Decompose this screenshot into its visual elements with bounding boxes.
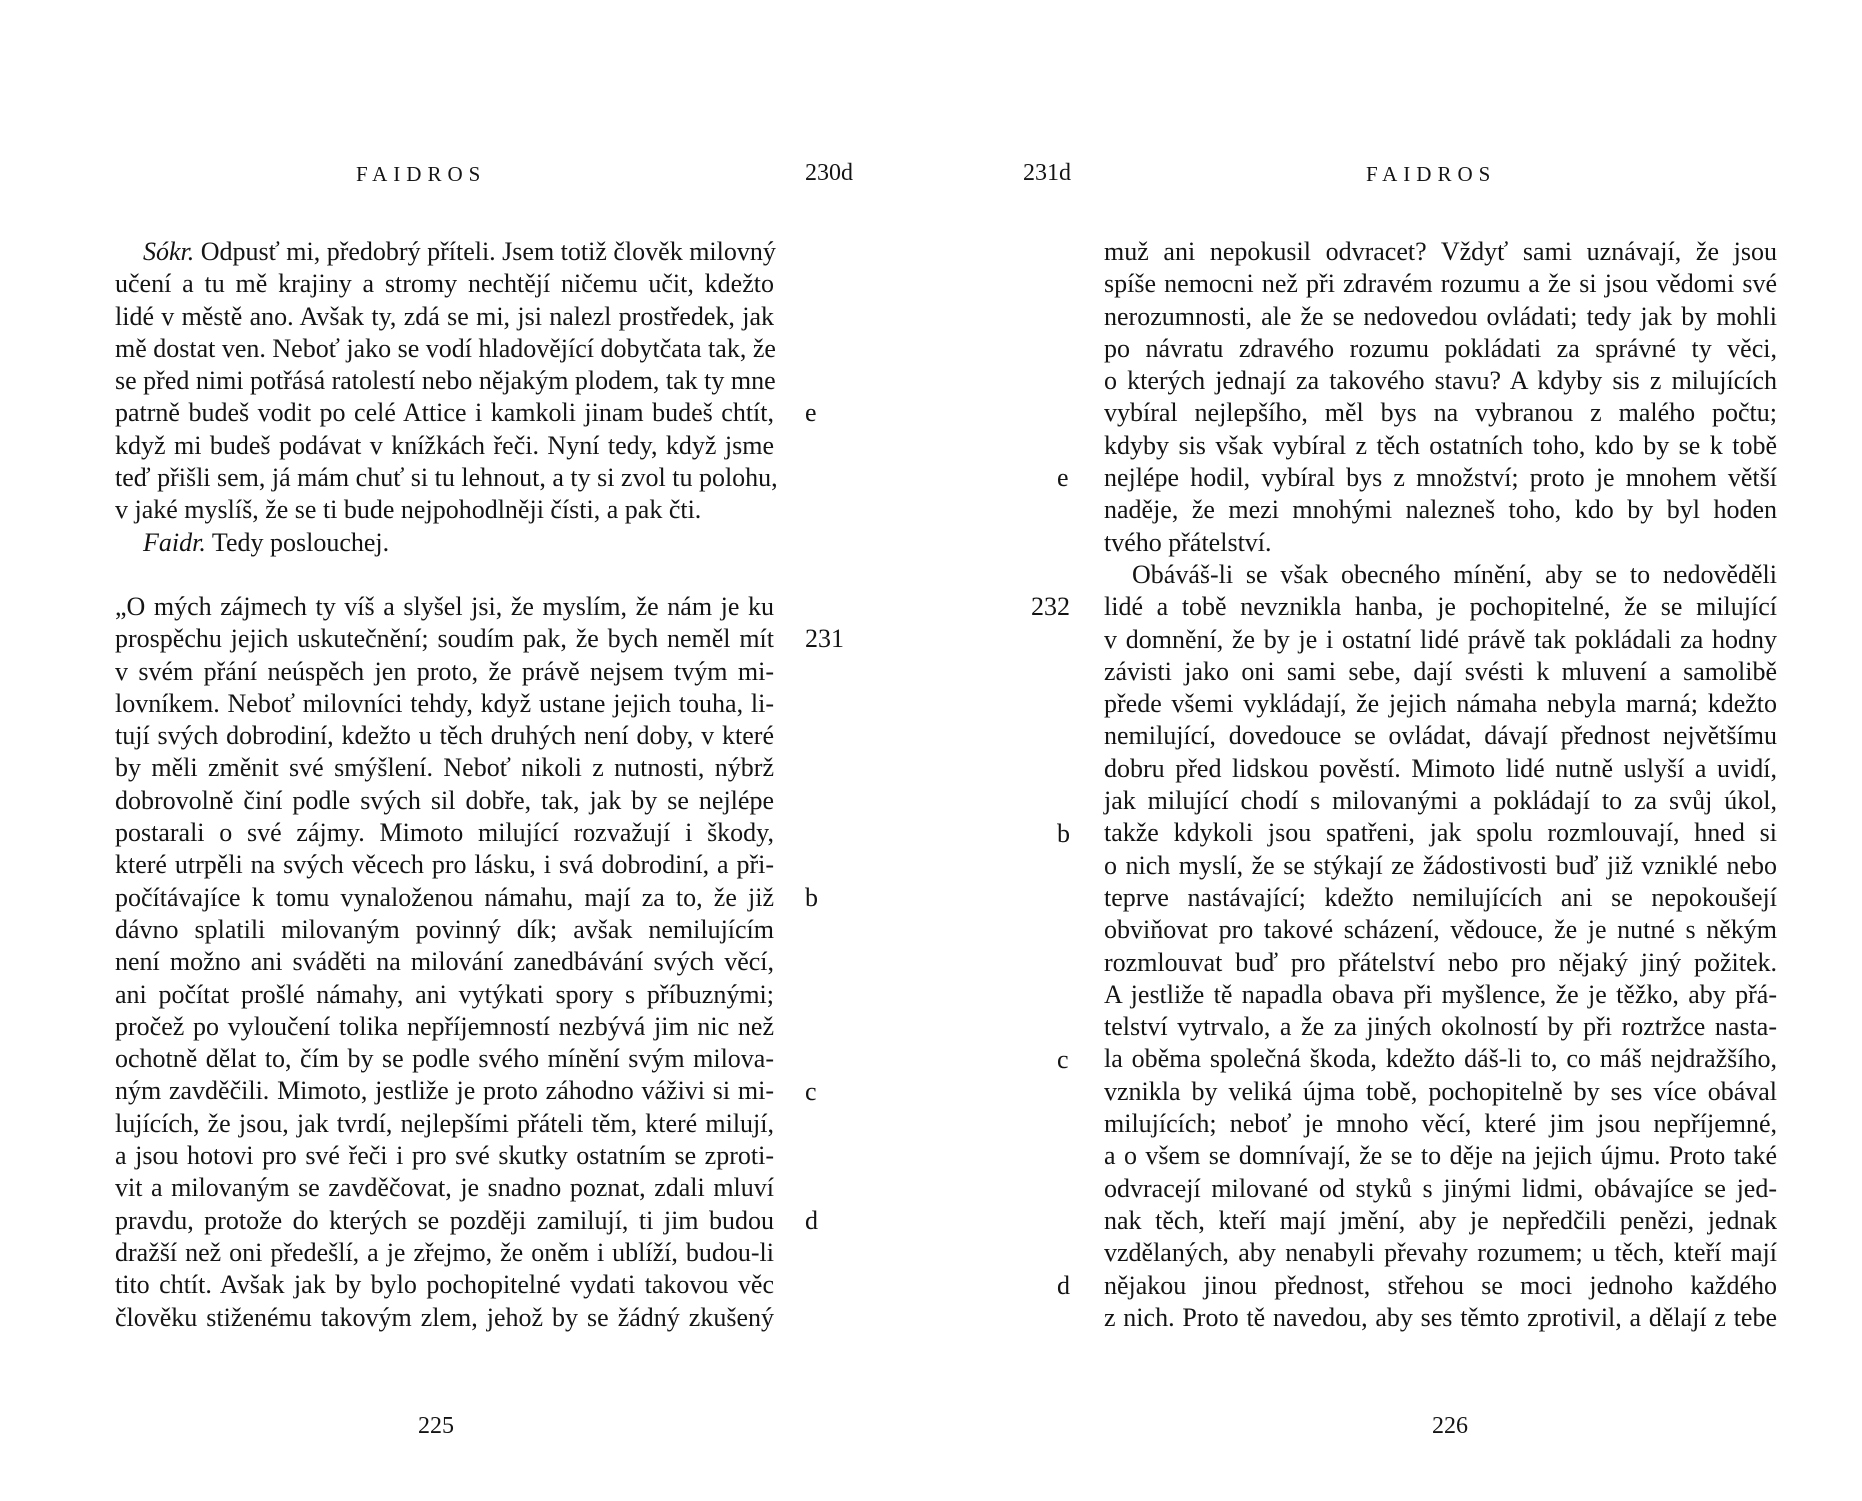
text-line: dobru před lidskou pověstí. Mimoto lidé nutně uslyší a uvidí, <box>1104 753 1777 783</box>
left-running-head: FAIDROS <box>356 162 487 186</box>
text-line: nějakou jinou přednost, střehou se moci jednoho každého <box>1104 1270 1777 1300</box>
text-line: naděje, že mezi mnohými nalezneš toho, kdo by byl hoden <box>1104 495 1777 525</box>
text-line: dražší než oni předešlí, a je zřejmo, že oněm i ublíží, budou-li <box>115 1237 774 1267</box>
text-line: o nich myslí, že se stýkají ze žádostivosti buď již vzniklé nebo <box>1104 850 1777 880</box>
speaker-label: Sókr. <box>143 237 195 266</box>
text-line: počítávajíce k tomu vynaloženou námahu, mají za to, že již <box>115 882 774 912</box>
margin-mark: 232 <box>1031 592 1070 621</box>
text-line: vznikla by veliká újma tobě, pochopitelně by ses více obával <box>1104 1076 1777 1106</box>
text-line: tito chtít. Avšak jak by bylo pochopitelné vydati takovou věc <box>115 1270 774 1300</box>
text-line: nerozumnosti, ale že se nedovedou ovládati; tedy jak by mohli <box>1104 301 1777 331</box>
text-line: dobrovolně činí podle svých sil dobře, tak, jak by se nejlépe <box>115 785 774 815</box>
margin-mark: d <box>805 1206 818 1235</box>
text-line: muž ani nepokusil odvracet? Vždyť sami uznávají, že jsou <box>1104 237 1777 266</box>
text-line: telství vytrvalo, a že za jiných okolností by při roztržce nasta- <box>1104 1012 1777 1042</box>
text-line: pravdu, protože do kterých se později zamilují, ti jim budou <box>115 1205 774 1235</box>
text-line: lujících, že jsou, jak tvrdí, nejlepšími přáteli těm, které milují, <box>115 1108 774 1138</box>
margin-mark: d <box>1057 1271 1070 1300</box>
left-text-column <box>115 236 778 1334</box>
right-section-marker: 231d <box>1023 160 1071 186</box>
text-line: odvracejí milované od styků s jinými lidmi, obávajíce se jed- <box>1104 1173 1777 1203</box>
text-line: které utrpěli na svých věcech pro lásku, i svá dobrodiní, a při- <box>115 850 774 880</box>
text-line: rozmlouvat buď pro přátelství nebo pro nějaký jiný požitek. <box>1104 947 1777 977</box>
text-line: a jsou hotovi pro své řeči i pro své skutky ostatním se zproti- <box>115 1141 774 1171</box>
text-line: lidé a tobě nevznikla hanba, je pochopitelné, že se milující <box>1104 592 1777 622</box>
text-line: vybíral nejlepšího, měl bys na vybranou z malého počtu; <box>1104 398 1777 428</box>
text-line: „O mých zájmech ty víš a slyšel jsi, že myslím, že nám je ku <box>115 591 774 621</box>
text-line: ným zavděčili. Mimoto, jestliže je proto záhodno váživi si mi- <box>115 1076 774 1106</box>
margin-mark: e <box>1057 463 1069 492</box>
text-line: závisti jako oni sami sebe, dají svésti k mluvení a samolibě <box>1104 656 1777 686</box>
text-line: přede všemi vykládají, že jejich námaha nebyla marná; kdežto <box>1104 689 1777 719</box>
text-line: tují svých dobrodiní, kdežto u těch druhých není doby, v které <box>115 721 774 751</box>
text-line: po návratu zdravého rozumu pokládati za správné ty věci, <box>1104 333 1777 363</box>
text-line: teď přišli sem, já mám chuť si tu lehnout, a ty si zvol tu polohu, <box>115 463 778 493</box>
left-page-number: 225 <box>418 1413 454 1439</box>
margin-mark: b <box>1057 819 1070 848</box>
text-line: spíše nemocni než při zdravém rozumu a že si jsou vědomi své <box>1104 269 1777 299</box>
text-line: o kterých jednají za takového stavu? A kdyby sis z milujících <box>1104 366 1777 396</box>
text-line: lidé v městě ano. Avšak ty, zdá se mi, jsi nalezl prostředek, jak <box>115 301 774 331</box>
text-line: obviňovat pro takové scházení, vědouce, že je nutné s někým <box>1104 915 1777 945</box>
text-line: nak těch, kteří mají jmění, aby je nepředčili penězi, jednak <box>1104 1205 1777 1235</box>
text-line: ani počítat prošlé námahy, ani vytýkati spory s příbuznými; <box>115 979 774 1009</box>
text-line: Faidr. Tedy poslouchej. <box>143 527 390 557</box>
text-line: milujících; neboť je mnoho věcí, které jim jsou nepříjemné, <box>1104 1109 1777 1139</box>
text-line: A jestliže tě napadla obava při myšlence, že je těžko, aby přá- <box>1104 979 1777 1009</box>
text-line: takže kdykoli jsou spatřeni, jak spolu rozmlouvají, hned si <box>1104 818 1777 848</box>
text-line: z nich. Proto tě navedou, aby ses těmto zprotivil, a dělají z tebe <box>1104 1302 1777 1332</box>
text-line: pročež po vyloučení tolika nepříjemností nezbývá jim nic než <box>115 1011 774 1041</box>
text-line: nemilující, dovedouce se ovládat, dávají přednost největšímu <box>1104 721 1777 751</box>
margin-mark: c <box>805 1077 817 1106</box>
text-line: učení a tu mě krajiny a stromy nechtějí ničemu učit, kdežto <box>115 269 774 299</box>
text-line: dávno splatili milovaným povinný dík; avšak nemilujícím <box>115 914 774 944</box>
text-line: a o všem se domnívají, že se to děje na jejich újmu. Proto také <box>1104 1141 1777 1171</box>
text-line: Obáváš-li se však obecného mínění, aby se to nedověděli <box>1132 559 1777 589</box>
speaker-label: Faidr. <box>143 527 206 557</box>
left-section-marker: 230d <box>805 160 853 186</box>
text-line: Sókr. Odpusť mi, předobrý příteli. Jsem totiž člověk milovný <box>143 237 776 266</box>
right-text-column <box>1104 236 1777 1334</box>
text-line: vzdělaných, aby nenabyli převahy rozumem; u těch, kteří mají <box>1104 1238 1777 1268</box>
text-line: la oběma společná škoda, kdežto dáš-li to, co máš nejdražšího, <box>1104 1044 1777 1074</box>
text-line: prospěchu jejich uskutečnění; soudím pak, že bych neměl mít <box>115 624 774 654</box>
text-line: ochotně dělat to, čím by se podle svého mínění svým milova- <box>115 1044 774 1074</box>
text-line: vit a milovaným se zavděčovat, je snadno poznat, zdali mluví <box>115 1173 774 1203</box>
text-line: člověku stiženému takovým zlem, jehož by se žádný zkušený <box>115 1302 774 1332</box>
text-line: mě dostat ven. Neboť jako se vodí hladovějící dobytčata tak, že <box>115 333 776 363</box>
text-line: patrně budeš vodit po celé Attice i kamkoli jinam budeš chtít, <box>115 398 774 428</box>
text-line: když mi budeš podávat v knížkách řeči. Nyní tedy, když jsme <box>115 430 774 460</box>
text-line: se před nimi potřásá ratolestí nebo nějakým plodem, tak ty mne <box>115 366 776 396</box>
text-line: v domnění, že by je i ostatní lidé právě tak pokládali za hodny <box>1104 624 1777 654</box>
right-page-number: 226 <box>1432 1413 1468 1439</box>
text-line: teprve nastávající; kdežto nemilujících ani se nepokoušejí <box>1104 882 1777 912</box>
text-line: postarali o své zájmy. Mimoto milující rozvažují i škody, <box>115 818 774 848</box>
margin-mark: 231 <box>805 624 844 653</box>
text-line: není možno ani sváděti na milování zanedbávání svých věcí, <box>115 947 774 977</box>
margin-mark: b <box>805 883 818 912</box>
text-line: nejlépe hodil, vybíral bys z množství; proto je mnohem větší <box>1104 463 1777 493</box>
text-line: tvého přátelství. <box>1104 527 1272 557</box>
text-line: by měli změnit své smýšlení. Neboť nikoli z nutnosti, nýbrž <box>115 753 774 783</box>
text-line: jak milující chodí s milovanými a pokládají to za svůj úkol, <box>1104 786 1777 816</box>
margin-mark: e <box>805 398 817 427</box>
text-line: kdyby sis však vybíral z těch ostatních toho, kdo by se k tobě <box>1104 430 1777 460</box>
text-line: v jaké myslíš, že se ti bude nejpohodlněji čísti, a pak čti. <box>115 495 702 525</box>
margin-mark: c <box>1057 1045 1069 1074</box>
text-line: lovníkem. Neboť milovníci tehdy, když ustane jejich touha, li- <box>115 688 774 718</box>
right-running-head: FAIDROS <box>1366 162 1497 186</box>
text-line: v svém přání neúspěch jen proto, že právě nejsem tvým mi- <box>115 656 774 686</box>
